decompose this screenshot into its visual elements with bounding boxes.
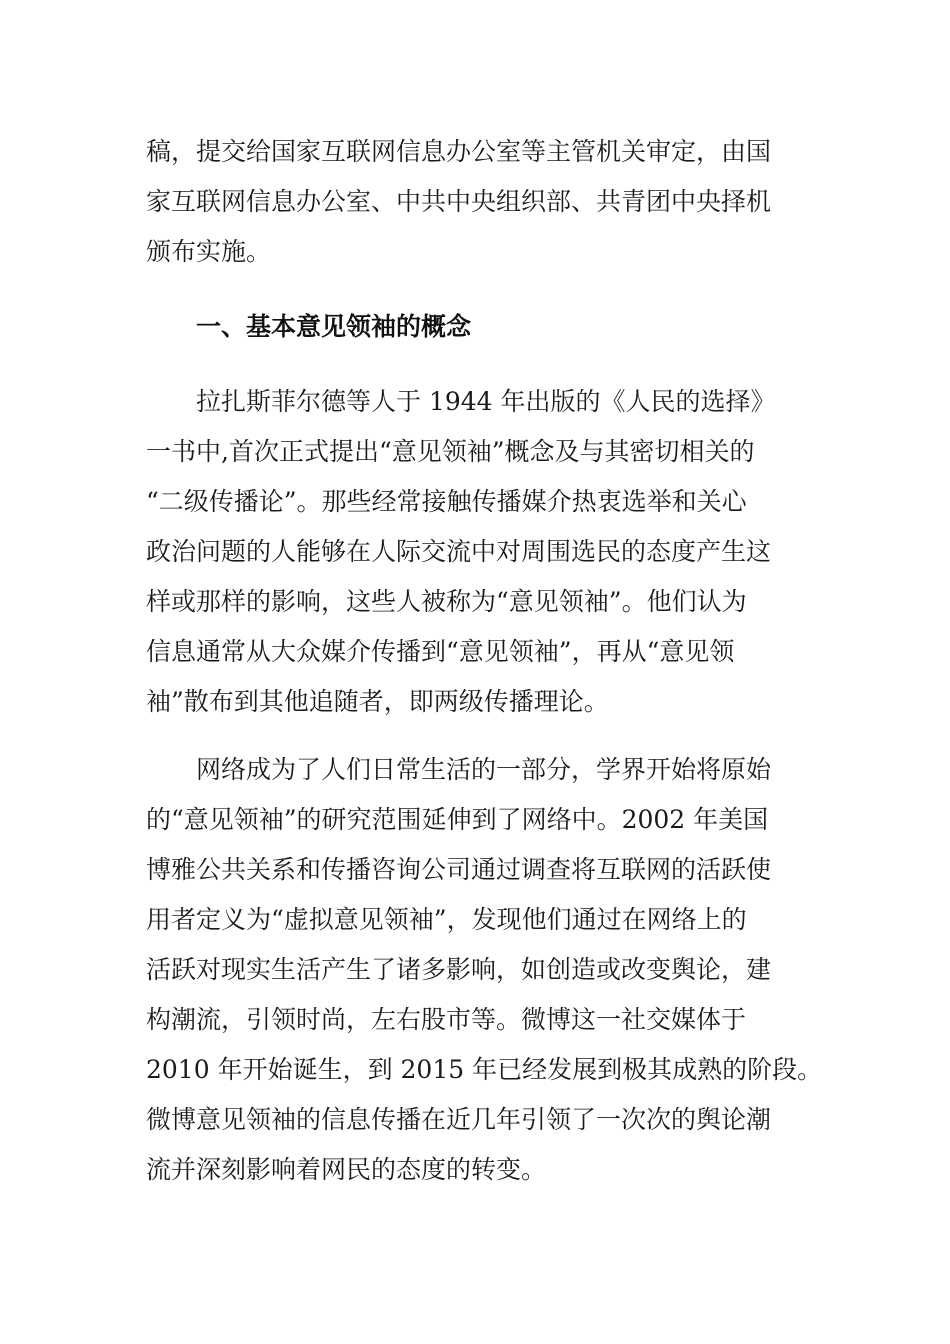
paragraph1-line: 样或那样的影响，这些人被称为“意见领袖”。他们认为 — [146, 587, 747, 616]
intro-line: 家互联网信息办公室、中共中央组织部、共青团中央择机 — [146, 187, 772, 216]
paragraph2-line: 博雅公共关系和传播咨询公司通过调查将互联网的活跃使 — [146, 855, 772, 884]
section-heading: 一、基本意见领袖的概念 — [196, 312, 472, 341]
paragraph2-line: 微博意见领袖的信息传播在近几年引领了一次次的舆论潮 — [146, 1105, 772, 1134]
paragraph1-line: 一书中,首次正式提出“意见领袖”概念及与其密切相关的 — [146, 437, 755, 466]
paragraph2-line: 用者定义为“虚拟意见领袖”，发现他们通过在网络上的 — [146, 905, 747, 934]
paragraph2-line: 网络成为了人们日常生活的一部分，学界开始将原始 — [196, 755, 772, 784]
paragraph2-line: 流并深刻影响着网民的态度的转变。 — [146, 1155, 547, 1184]
paragraph2-line: 构潮流，引领时尚，左右股市等。微博这一社交媒体于 — [146, 1005, 747, 1034]
paragraph2-line: 活跃对现实生活产生了诸多影响，如创造或改变舆论，建 — [146, 955, 772, 984]
intro-line: 颁布实施。 — [146, 237, 272, 266]
paragraph1-line: 信息通常从大众媒介传播到“意见领袖”，再从“意见领 — [146, 637, 735, 666]
paragraph1-line: 拉扎斯菲尔德等人于 1944 年出版的《人民的选择》 — [196, 387, 776, 416]
paragraph1-line: “二级传播论”。那些经常接触传播媒介热衷选举和关心 — [146, 487, 747, 516]
paragraph2-line: 的“意见领袖”的研究范围延伸到了网络中。2002 年美国 — [146, 805, 769, 834]
paragraph1-line: 袖”散布到其他追随者，即两级传播理论。 — [146, 687, 609, 716]
intro-line: 稿，提交给国家互联网信息办公室等主管机关审定，由国 — [146, 137, 772, 166]
paragraph1-line: 政治问题的人能够在人际交流中对周围选民的态度产生这 — [146, 537, 772, 566]
paragraph2-line: 2010 年开始诞生，到 2015 年已经发展到极其成熟的阶段。 — [146, 1055, 823, 1084]
